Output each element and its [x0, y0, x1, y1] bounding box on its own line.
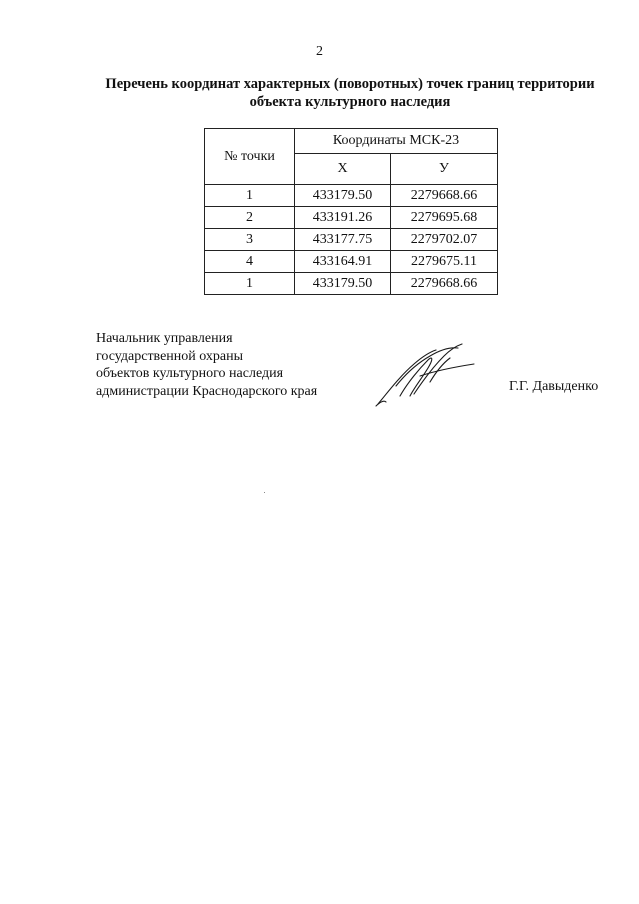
cell-point: 1	[205, 185, 295, 207]
table-row	[205, 207, 498, 229]
cell-point: 2	[205, 207, 295, 229]
signatory-name: Г.Г. Давыденко	[509, 379, 599, 394]
document-title-line-1: Перечень координат характерных (поворотных) точек границ территории	[105, 76, 595, 92]
header-point-number: № точки	[205, 129, 295, 185]
position-line-3: объектов культурного наследия	[96, 366, 284, 381]
cell-y: 2279702.07	[391, 229, 498, 251]
cell-point: 3	[205, 229, 295, 251]
signatory-position	[96, 330, 317, 400]
table-row	[205, 185, 498, 207]
cell-point: 1	[205, 273, 295, 295]
handwritten-signature	[370, 342, 480, 410]
table-row	[205, 251, 498, 273]
position-line-1: Начальник управления	[96, 331, 233, 346]
cell-y: 2279668.66	[391, 273, 498, 295]
cell-y: 2279668.66	[391, 185, 498, 207]
position-line-2: государственной охраны	[96, 348, 244, 364]
header-coordinates-group: Координаты МСК-23	[295, 129, 498, 154]
table-row	[205, 273, 498, 295]
cell-y: 2279695.68	[391, 207, 498, 229]
document-title	[60, 75, 639, 111]
cell-x: 433164.91	[295, 251, 391, 273]
table-row	[205, 229, 498, 251]
scan-speck	[264, 492, 265, 493]
document-title-line-2: объекта культурного наследия	[249, 94, 451, 110]
cell-x: 433179.50	[295, 273, 391, 295]
position-line-4: администрации Краснодарского края	[96, 383, 318, 399]
cell-x: 433191.26	[295, 207, 391, 229]
cell-x: 433179.50	[295, 185, 391, 207]
cell-x: 433177.75	[295, 229, 391, 251]
header-y: У	[391, 154, 498, 185]
page-number: 2	[316, 44, 323, 59]
cell-point: 4	[205, 251, 295, 273]
cell-y: 2279675.11	[391, 251, 498, 273]
coordinates-table	[204, 128, 498, 295]
header-x: X	[295, 154, 391, 185]
